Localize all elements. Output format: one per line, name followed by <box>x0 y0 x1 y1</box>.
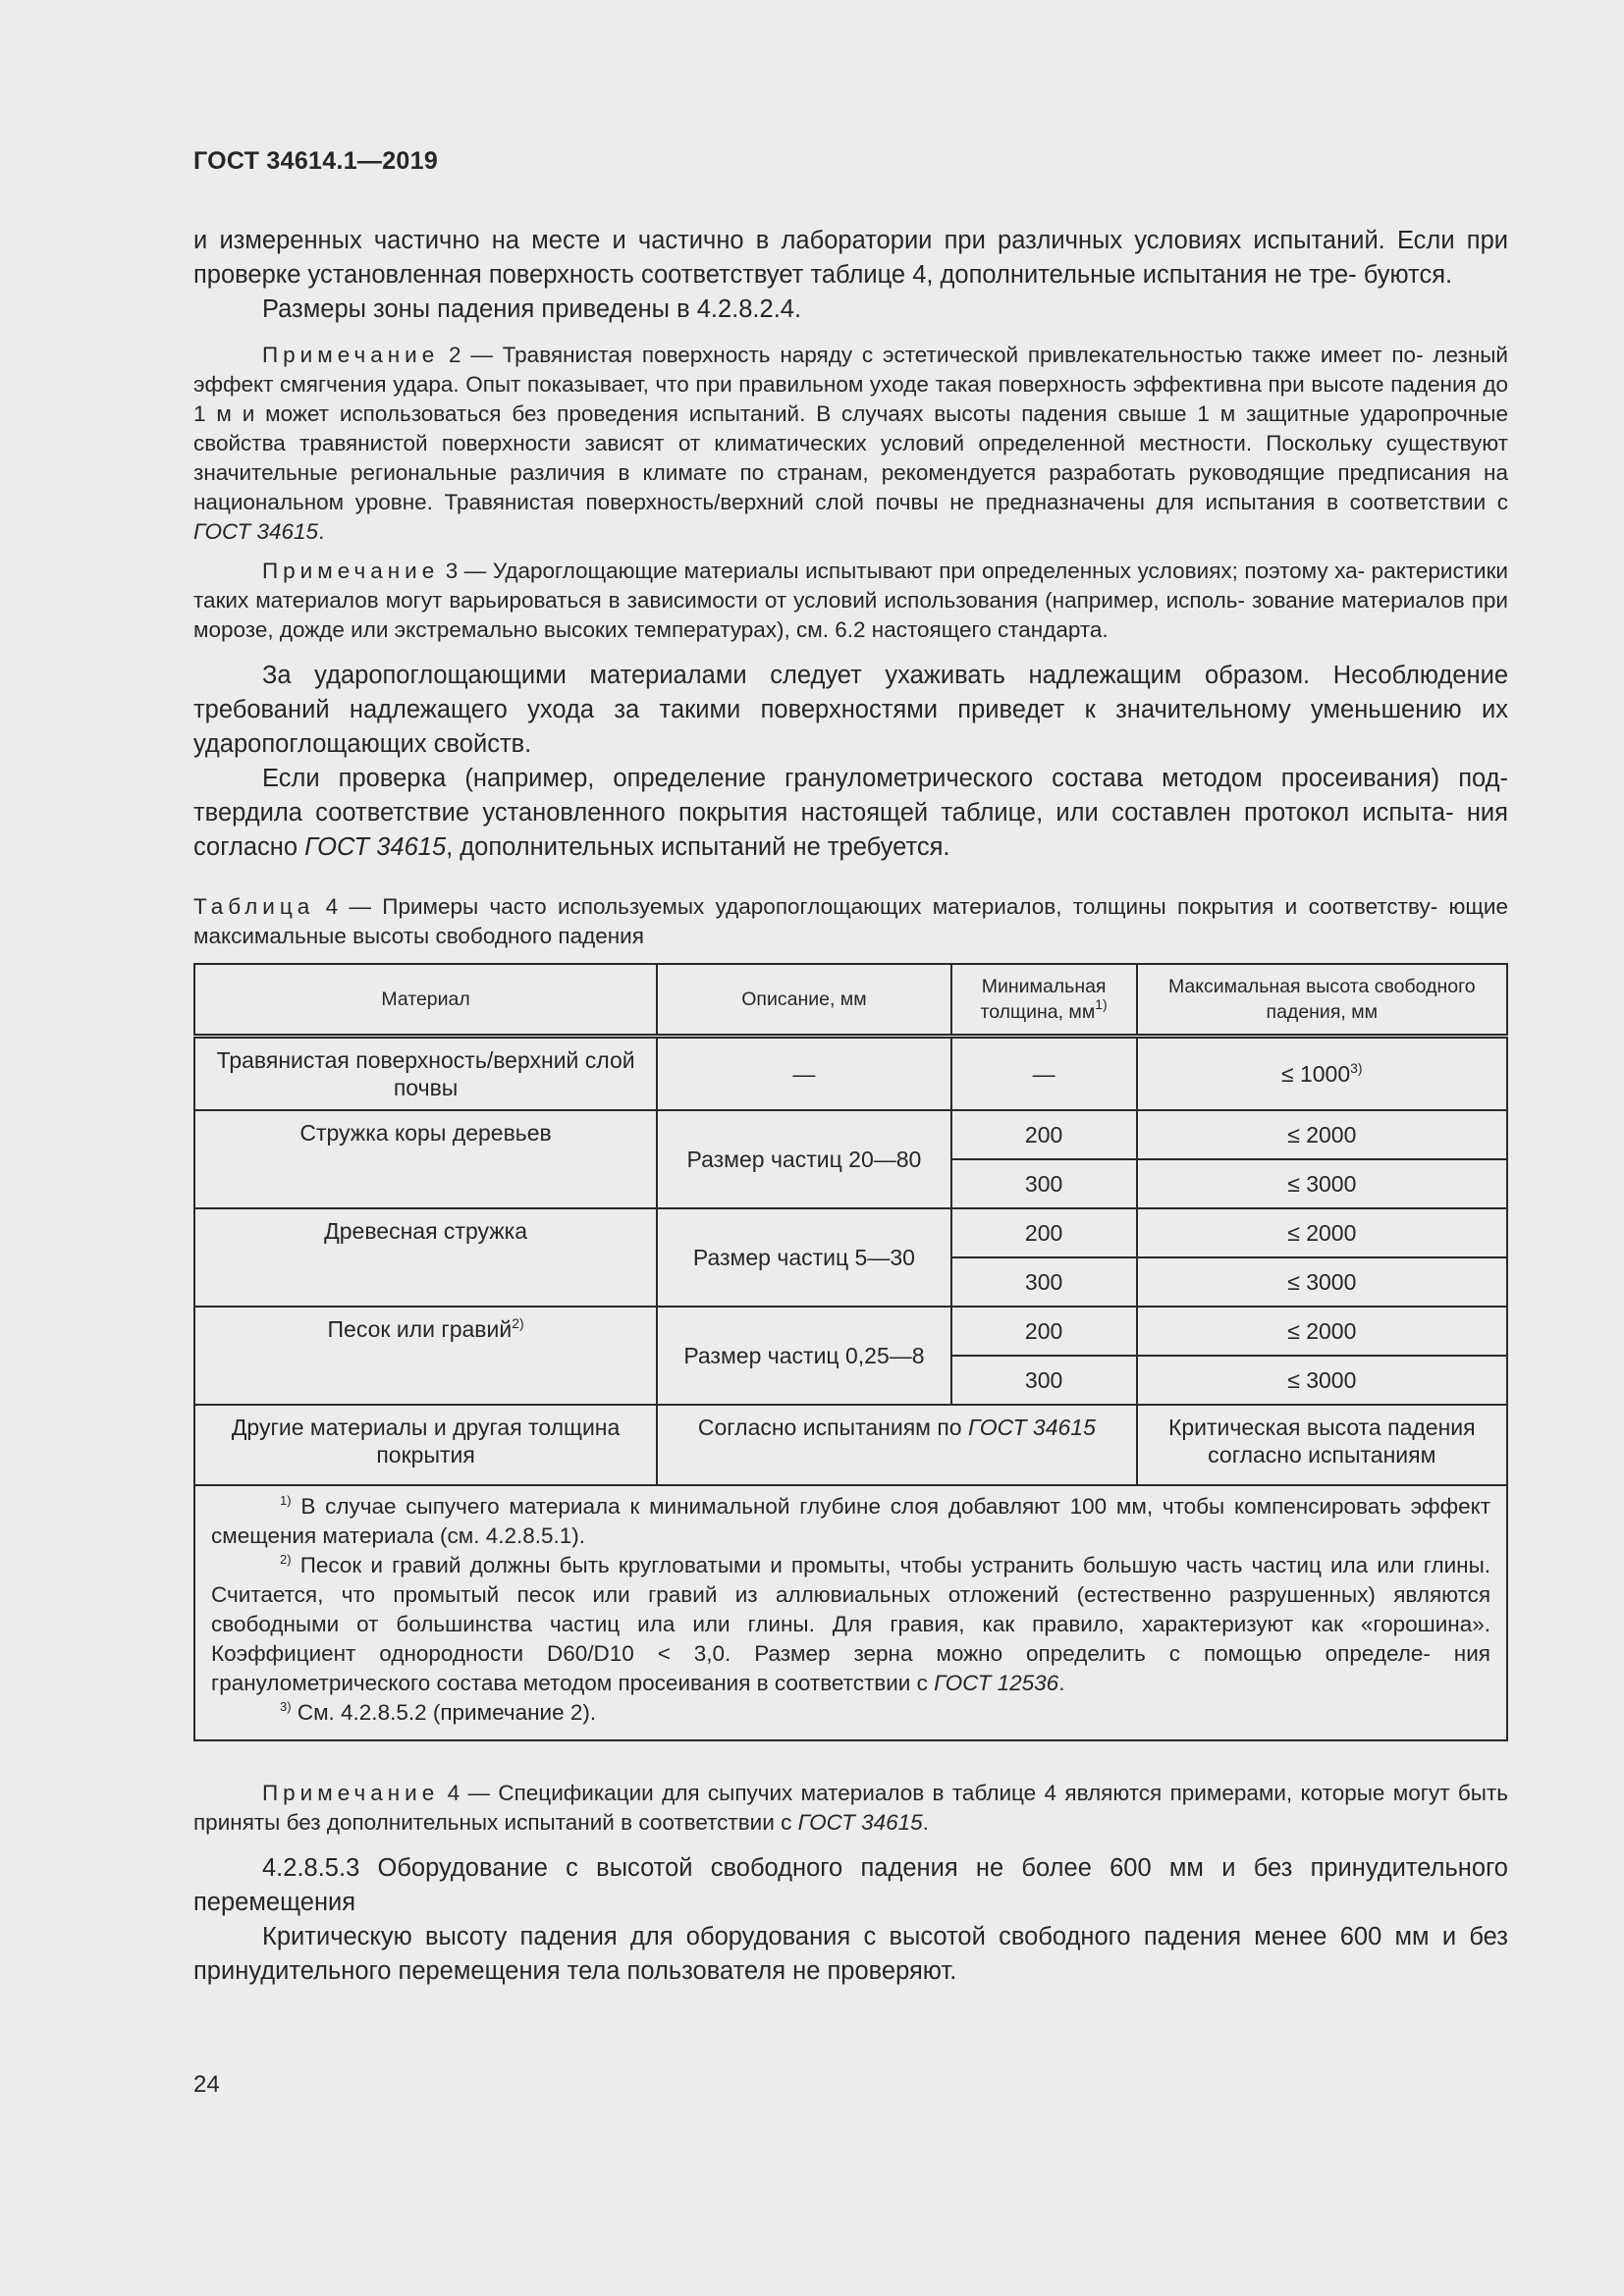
cell-height: Критическая высота падения согласно испытаниям <box>1137 1405 1507 1485</box>
table-row <box>194 1208 1507 1257</box>
table-caption-label: Таблица <box>193 894 315 919</box>
standard-reference: ГОСТ 34615 <box>967 1415 1096 1440</box>
document-header: ГОСТ 34614.1—2019 <box>193 147 439 175</box>
cell-thickness: — <box>951 1037 1137 1111</box>
page-number: 24 <box>193 2071 220 2098</box>
section-heading-4-2-8-5-3: 4.2.8.5.3 Оборудование с высотой свободного падения не более 600 мм и без принудительного перемещения <box>193 1854 1508 1916</box>
note-4: Примечание 4 — Спецификации для сыпучих материалов в таблице 4 являются примерами, которые могут быть приняты без дополнительных испытаний в соответствии с ГОСТ 34615. <box>193 1781 1508 1835</box>
table-row <box>194 1405 1507 1485</box>
cell-material: Песок или гравий$^{2)}$ <box>194 1307 657 1405</box>
cell-description: Согласно испытаниям по ГОСТ 34615 <box>657 1405 1136 1485</box>
standard-reference: ГОСТ 34615 <box>304 833 447 861</box>
cell-thickness: 200 <box>951 1307 1137 1356</box>
header-max-height: Максимальная высота свободного падения, мм <box>1137 964 1507 1037</box>
cell-material: Стружка коры деревьев <box>194 1110 657 1208</box>
cell-height: ≤ 3000 <box>1137 1257 1507 1307</box>
cell-height: ≤ $1000^{3)}$ <box>1137 1037 1507 1111</box>
paragraph-continuation: и измеренных частично на месте и частично в лаборатории при различных условиях испытаний. Если при проверке установленная поверхность соответствует таблице 4, дополнительные испытания не тре- буются. <box>193 227 1508 289</box>
cell-description: — <box>657 1037 951 1111</box>
note-label: Примечание <box>262 1781 440 1805</box>
table-row <box>194 1037 1507 1111</box>
header-description: Описание, мм <box>657 964 951 1037</box>
standard-reference: ГОСТ 34615 <box>797 1810 923 1835</box>
note-label: Примечание <box>262 343 440 367</box>
paragraph-fall-zone: Размеры зоны падения приведены в 4.2.8.2.4. <box>262 295 802 323</box>
paragraph-maintenance: За ударопоглощающими материалами следует ухаживать надлежащим образом. Несоблюдение требований надлежащего ухода за такими поверхностями приведет к значительному уменьшению их ударопоглощающих свойств. <box>193 662 1508 758</box>
cell-height: ≤ 3000 <box>1137 1356 1507 1405</box>
footnote-2: $^{2)}$ Песок и гравий должны быть кругловатыми и промыты, чтобы устранить большую часть частиц ила или глины. Считается, что промытый песок или гравий из аллювиальных отложений (естественно разрушенных) являются свободными от большинства частиц ила или глины. Для гравия, как правило, характеризуют как «горошина». Коэффициент однородности D60/D10 < 3,0. Размер зерна можно определить с помощью определе- ния гранулометрического состава методом просеивания в соответствии с ГОСТ 12536. <box>211 1552 1490 1695</box>
cell-thickness: 300 <box>951 1257 1137 1307</box>
table-footnotes-row <box>194 1485 1507 1740</box>
note-label: Примечание <box>262 559 440 583</box>
page-content <box>193 224 1508 1989</box>
table-caption: Таблица 4 — Примеры часто используемых ударопоглощающих материалов, толщины покрытия и соответству- ющие максимальные высоты свободного падения <box>193 894 1508 948</box>
cell-description: Размер частиц 20—80 <box>657 1110 951 1208</box>
table-footnotes <box>194 1485 1507 1740</box>
cell-height: ≤ 3000 <box>1137 1159 1507 1208</box>
header-min-thickness: Минимальная толщина, $мм^{1)}$ <box>951 964 1137 1037</box>
table-header-row <box>194 964 1507 1037</box>
footnote-3: $^{3)}$ См. 4.2.8.5.2 (примечание 2). <box>280 1699 597 1725</box>
cell-thickness: 200 <box>951 1208 1137 1257</box>
cell-thickness: 300 <box>951 1159 1137 1208</box>
cell-height: ≤ 2000 <box>1137 1307 1507 1356</box>
table-row <box>194 1110 1507 1159</box>
note-2: Примечание 2 — Травянистая поверхность наряду с эстетической привлекательностью также имеет по- лезный эффект смягчения удара. Опыт показывает, что при правильном уходе такая поверхность эффективна при высоте падения до 1 м и может использоваться без проведения испытаний. В случаях высоты падения свыше 1 м защитные ударопрочные свойства травянистой поверхности зависят от климатических условий определенной местности. Поскольку существуют значительные региональные различия в климате по странам, рекомендуется разработать руководящие предписания на национальном уровне. Травянистая поверхность/верхний слой почвы не предназначены для испытания в соответствии с ГОСТ 34615. <box>193 343 1508 544</box>
standard-reference: ГОСТ 34615 <box>193 519 319 544</box>
materials-table <box>193 963 1508 1741</box>
cell-thickness: 200 <box>951 1110 1137 1159</box>
cell-material: Древесная стружка <box>194 1208 657 1307</box>
standard-reference: ГОСТ 12536 <box>934 1671 1059 1695</box>
cell-description: Размер частиц 0,25—8 <box>657 1307 951 1405</box>
footnote-1: $^{1)}$ В случае сыпучего материала к минимальной глубине слоя добавляют 100 мм, чтобы компенсировать эффект смещения материала (см. 4.2.8.5.1). <box>211 1493 1490 1548</box>
cell-material: Другие материалы и другая толщина покрытия <box>194 1405 657 1485</box>
cell-height: ≤ 2000 <box>1137 1110 1507 1159</box>
cell-thickness: 300 <box>951 1356 1137 1405</box>
note-3: Примечание 3 — Удароглощающие материалы испытывают при определенных условиях; поэтому ха- рактеристики таких материалов могут варьироваться в зависимости от условий использования (например, исполь- зование материалов при морозе, дожде или экстремально высоких температурах), см. 6.2 настоящего стандарта. <box>193 559 1508 642</box>
paragraph-verification: Если проверка (например, определение гранулометрического состава методом просеивания) под- твердила соответствие установленного покрытия настоящей таблице, или составлен протокол испыта- ния согласно ГОСТ 34615, дополнительных испытаний не требуется. <box>193 765 1508 861</box>
header-material: Материал <box>194 964 657 1037</box>
table-row <box>194 1307 1507 1356</box>
cell-description: Размер частиц 5—30 <box>657 1208 951 1307</box>
cell-material: Травянистая поверхность/верхний слой почвы <box>194 1037 657 1111</box>
cell-height: ≤ 2000 <box>1137 1208 1507 1257</box>
paragraph-critical-height: Критическую высоту падения для оборудования с высотой свободного падения менее 600 мм и без принудительного перемещения тела пользователя не проверяют. <box>193 1923 1508 1985</box>
